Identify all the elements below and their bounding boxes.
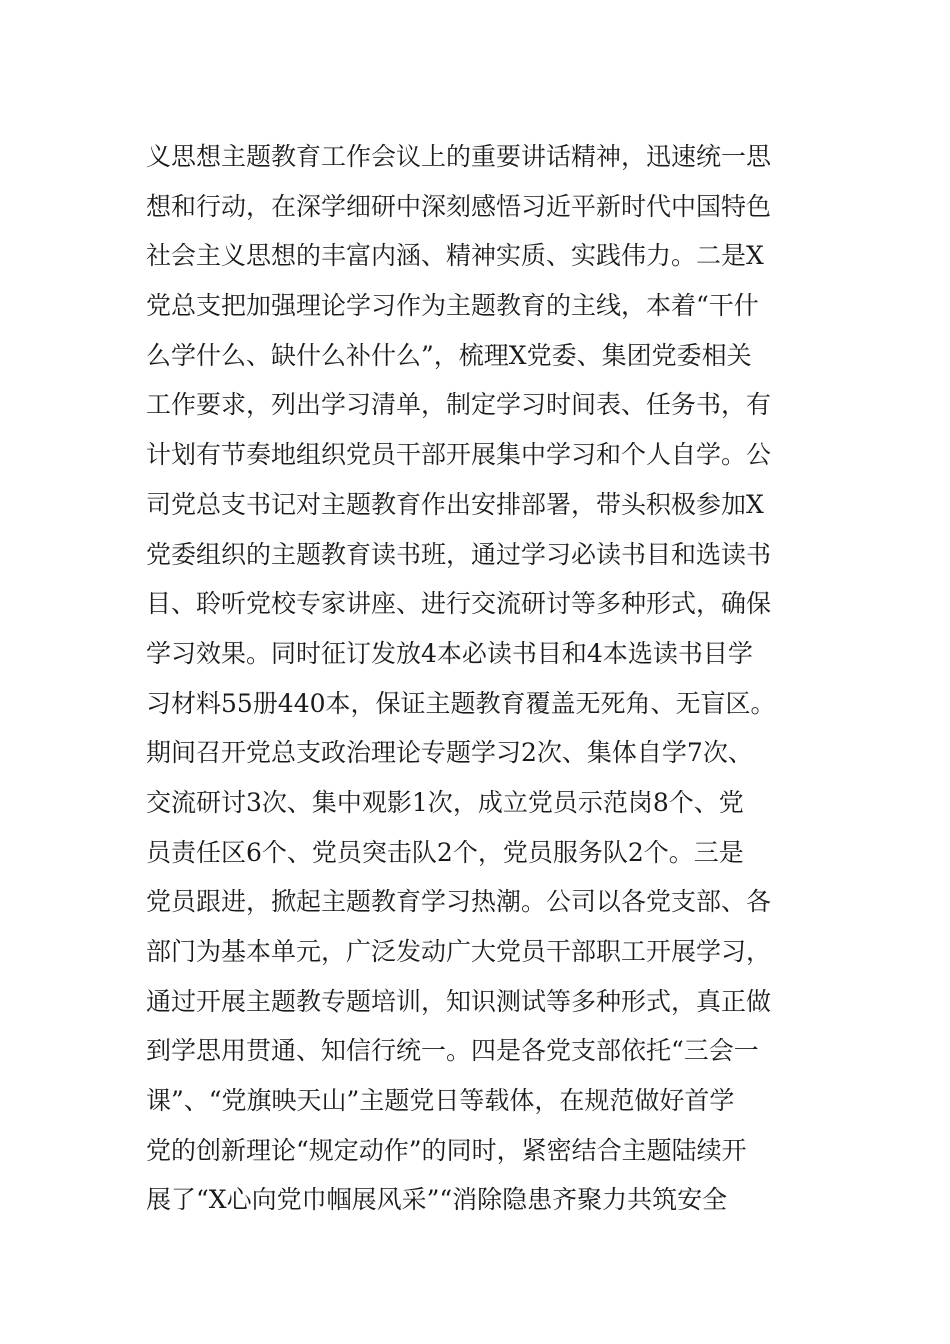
text-line: 党委组织的主题教育读书班，通过学习必读书目和选读书 xyxy=(146,539,772,569)
text-line: 党员跟进，掀起主题教育学习热潮。公司以各党支部、各 xyxy=(146,887,772,917)
body-text xyxy=(146,132,846,1225)
text-line: 展了“X心向党巾帼展风采”“消除隐患齐聚力共筑安全 xyxy=(146,1185,728,1215)
text-line: 党的创新理论“规定动作”的同时，紧密结合主题陆续开 xyxy=(146,1135,747,1165)
text-line: 习材料55册440本，保证主题教育覆盖无死角、无盲区。 xyxy=(146,688,776,718)
text-line: 员责任区6个、党员突击队2个，党员服务队2个。三是 xyxy=(146,837,744,867)
text-line: 目、聆听党校专家讲座、进行交流研讨等多种形式，确保 xyxy=(146,589,772,619)
text-line: 司党总支书记对主题教育作出安排部署，带头积极参加X xyxy=(146,489,764,519)
text-line: 义思想主题教育工作会议上的重要讲话精神，迅速统一思 xyxy=(146,142,772,171)
text-line: 么学什么、缺什么补什么”，梳理X党委、集团党委相关 xyxy=(146,340,752,370)
text-line: 部门为基本单元，广泛发动广大党员干部职工开展学习， xyxy=(146,937,772,966)
text-line: 计划有节奏地组织党员干部开展集中学习和个人自学。公 xyxy=(146,440,772,470)
text-line: 到学思用贯通、知信行统一。四是各党支部依托“三会一 xyxy=(146,1036,759,1066)
text-line: 想和行动，在深学细研中深刻感悟习近平新时代中国特色 xyxy=(146,191,772,221)
text-line: 通过开展主题教专题培训，知识测试等多种形式，真正做 xyxy=(146,986,772,1016)
text-line: 交流研讨3次、集中观影1次，成立党员示范岗8个、党 xyxy=(146,787,744,817)
text-line: 党总支把加强理论学习作为主题教育的主线，本着“干什 xyxy=(146,291,759,321)
text-line: 课”、“党旗映天山”主题党日等载体，在规范做好首学 xyxy=(146,1086,735,1116)
text-line: 学习效果。同时征订发放4本必读书目和4本选读书目学 xyxy=(146,638,753,668)
text-line: 期间召开党总支政治理论专题学习2次、集体自学7次、 xyxy=(146,738,753,768)
text-line: 工作要求，列出学习清单，制定学习时间表、任务书，有 xyxy=(146,390,772,420)
text-line: 社会主义思想的丰富内涵、精神实质、实践伟力。二是X xyxy=(146,241,764,271)
